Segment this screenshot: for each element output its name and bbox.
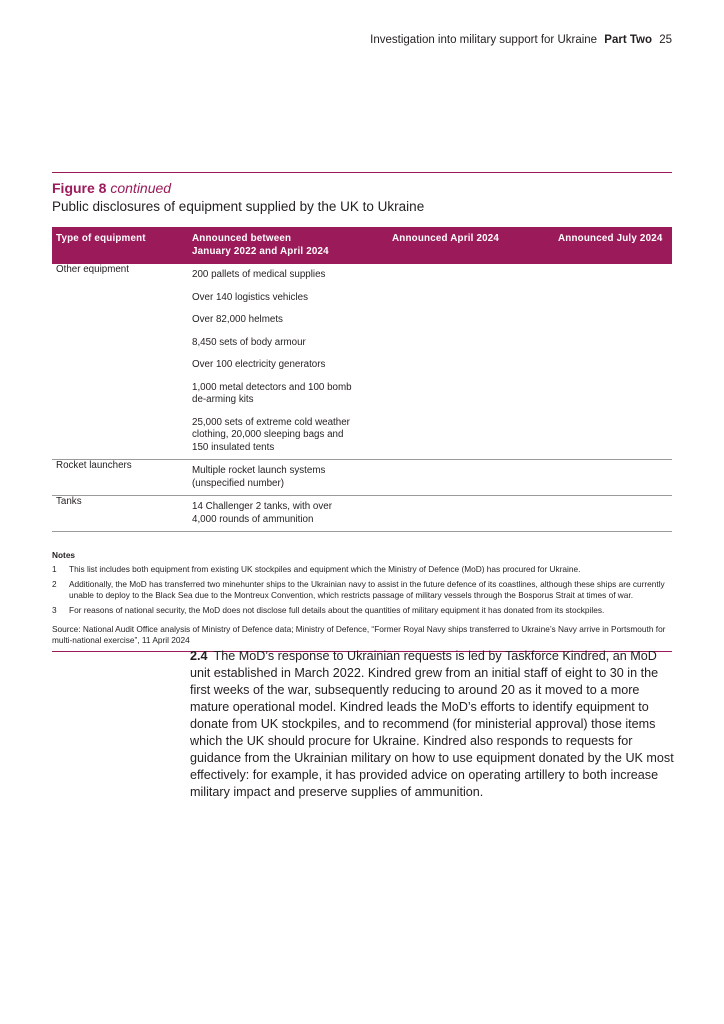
note-text: For reasons of national security, the MoD does not disclose full details about the quantities of military equipment it has donated from its stockpiles. (69, 605, 605, 615)
equipment-type-cell: Tanks (52, 496, 188, 532)
announced-jan2022-apr2024-cell (188, 264, 388, 460)
equipment-item: Over 100 electricity generators (192, 359, 326, 370)
announced-jan2022-apr2024-cell (188, 496, 388, 532)
column-header-type: Type of equipment (52, 227, 188, 264)
equipment-item: 200 pallets of medical supplies (192, 269, 326, 280)
note-item (52, 564, 672, 575)
part-label: Part Two (604, 34, 652, 46)
notes-title: Notes (52, 550, 76, 560)
running-header (370, 34, 672, 46)
announced-april-2024-cell (388, 496, 554, 532)
equipment-table (52, 227, 672, 532)
column-header-july-2024: Announced July 2024 (554, 227, 672, 264)
figure-block (52, 172, 672, 652)
equipment-type-cell: Other equipment (52, 264, 188, 460)
equipment-item: Over 82,000 helmets (192, 314, 283, 325)
table-body (52, 264, 672, 532)
note-item (52, 579, 672, 601)
note-number: 2 (52, 579, 57, 589)
equipment-item: 25,000 sets of extreme cold weather clothing, 20,000 sleeping bags and 150 insulated tents (192, 416, 350, 453)
figure-top-rule (52, 172, 672, 173)
equipment-item: 1,000 metal detectors and 100 bomb de-arming kits (192, 381, 352, 405)
announced-july-2024-cell (554, 264, 672, 460)
paragraph-text: The MoD’s response to Ukrainian requests is led by Taskforce Kindred, an MoD unit established in March 2022. Kindred grew from an initial staff of eight to 30 in the first weeks of the war, subsequently reducing to around 20 as it moved to a more mature operational model. Kindred leads the MoD’s efforts to identify equipment to donate from UK stockpiles, and to recommend (for ministerial approval) those items which the UK should procure for Ukraine. Kindred also responds to requests for guidance from the Ukrainian military on how to use equipment donated by the UK most effectively: for example, it has provided advice on operating artillery to both increase military impact and preserve supplies of ammunition. (190, 649, 674, 799)
notes (52, 550, 672, 646)
page-number: 25 (659, 34, 672, 46)
source-note: Source: National Audit Office analysis of Ministry of Defence data; Ministry of Defence, “Former Royal Navy ships transferred to Ukraine’s Navy arrive in Portsmouth for multi-national exercise”, 11 April 2024 (52, 624, 666, 645)
table-row (52, 264, 672, 460)
table-header-row (52, 227, 672, 264)
announced-april-2024-cell (388, 460, 554, 496)
body-paragraph (190, 648, 678, 801)
figure-subtitle: Public disclosures of equipment supplied by the UK to Ukraine (52, 199, 425, 214)
column-header-april-2024: Announced April 2024 (388, 227, 554, 264)
note-text: This list includes both equipment from existing UK stockpiles and equipment which the Ministry of Defence (MoD) has procured for Ukraine. (69, 564, 581, 574)
figure-title (52, 179, 672, 197)
equipment-item: 14 Challenger 2 tanks, with over 4,000 rounds of ammunition (192, 501, 332, 525)
column-header-jan2022-apr2024 (188, 227, 388, 264)
note-number: 3 (52, 605, 57, 615)
announced-jan2022-apr2024-cell (188, 460, 388, 496)
column-header-jan2022-apr2024-text: Announced between January 2022 and April 2024 (192, 233, 329, 257)
equipment-type-cell: Rocket launchers (52, 460, 188, 496)
table-row (52, 496, 672, 532)
figure-continued: continued (110, 180, 172, 196)
table-row (52, 460, 672, 496)
equipment-item: Over 140 logistics vehicles (192, 291, 308, 303)
note-text: Additionally, the MoD has transferred two minehunter ships to the Ukrainian navy to assist in the future defence of its coastlines, although these ships are currently unable to deploy to the Black Sea due to the Montreux Convention, which restricts passage of military vessels through the Bosporus Strait at times of war. (69, 579, 665, 600)
note-number: 1 (52, 564, 57, 574)
equipment-item: 8,450 sets of body armour (192, 336, 306, 348)
announced-july-2024-cell (554, 460, 672, 496)
note-item (52, 605, 672, 616)
figure-label: Figure 8 (52, 180, 107, 196)
paragraph-number: 2.4 (190, 649, 208, 663)
document-title: Investigation into military support for Ukraine (370, 34, 598, 46)
announced-july-2024-cell (554, 496, 672, 532)
announced-april-2024-cell (388, 264, 554, 460)
equipment-item: Multiple rocket launch systems (unspecified number) (192, 465, 326, 489)
